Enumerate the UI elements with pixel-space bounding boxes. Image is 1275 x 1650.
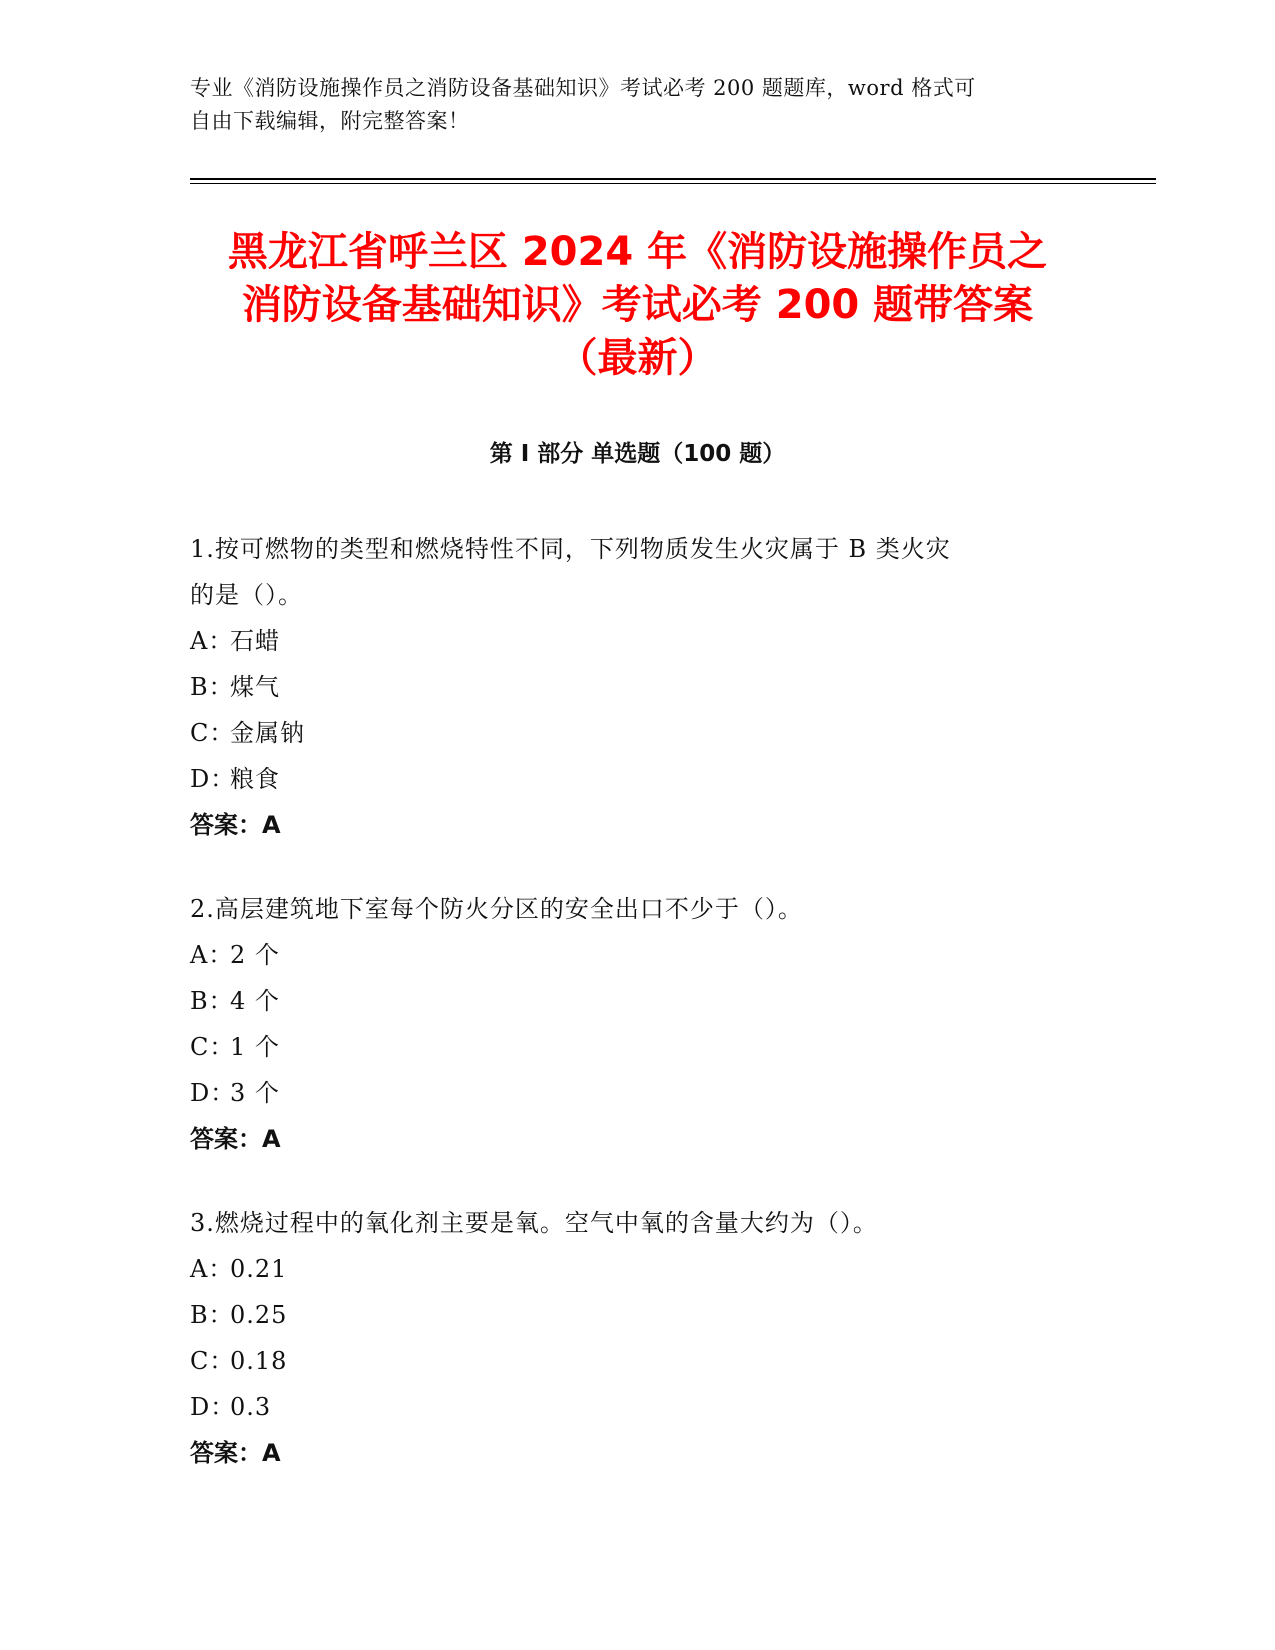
option-text: 1 个 xyxy=(230,1033,280,1061)
option-c xyxy=(190,1024,1070,1070)
option-b xyxy=(190,664,1070,710)
option-label: A： xyxy=(190,627,234,655)
option-c xyxy=(190,710,1070,756)
question-stem-continued: 的是（）。 xyxy=(190,581,303,609)
header-note xyxy=(190,72,1070,138)
answer: 答案：A xyxy=(190,1439,281,1467)
question-3 xyxy=(190,1200,1070,1476)
option-label: A： xyxy=(190,941,234,969)
option-text: 0.21 xyxy=(230,1255,288,1283)
option-label: C： xyxy=(190,1347,235,1375)
option-text: 金属钠 xyxy=(230,719,305,747)
option-label: B： xyxy=(190,987,234,1015)
option-label: C： xyxy=(190,719,235,747)
option-b xyxy=(190,978,1070,1024)
option-text: 煤气 xyxy=(230,673,280,701)
question-2 xyxy=(190,886,1070,1162)
question-list xyxy=(190,526,1070,1514)
option-a xyxy=(190,618,1070,664)
option-label: B： xyxy=(190,1301,234,1329)
option-text: 2 个 xyxy=(230,941,280,969)
option-text: 0.25 xyxy=(230,1301,288,1329)
option-label: D： xyxy=(190,1079,236,1107)
option-text: 4 个 xyxy=(230,987,280,1015)
option-a xyxy=(190,932,1070,978)
title-line-1: 黑龙江省呼兰区 2024 年《消防设施操作员之 xyxy=(227,229,1048,275)
option-c xyxy=(190,1338,1070,1384)
option-text: 粮食 xyxy=(230,765,280,793)
option-d xyxy=(190,1070,1070,1116)
option-label: B： xyxy=(190,673,234,701)
option-label: A： xyxy=(190,1255,234,1283)
option-b xyxy=(190,1292,1070,1338)
option-a xyxy=(190,1246,1070,1292)
header-divider-thick xyxy=(190,178,1156,180)
question-stem: 2.高层建筑地下室每个防火分区的安全出口不少于（）。 xyxy=(190,895,803,923)
title-line-2: 消防设备基础知识》考试必考 200 题带答案 xyxy=(241,282,1034,328)
section-heading: 第 I 部分 单选题（100 题） xyxy=(489,441,786,467)
answer: 答案：A xyxy=(190,1125,281,1153)
option-label: C： xyxy=(190,1033,235,1061)
option-text: 0.3 xyxy=(230,1393,272,1421)
header-note-line-1: 专业《消防设施操作员之消防设备基础知识》考试必考 200 题题库，word 格式可 xyxy=(190,76,976,100)
header-note-line-2: 自由下载编辑，附完整答案！ xyxy=(190,109,470,133)
question-stem: 1.按可燃物的类型和燃烧特性不同，下列物质发生火灾属于 B 类火灾 xyxy=(190,535,951,563)
option-label: D： xyxy=(190,765,236,793)
option-d xyxy=(190,1384,1070,1430)
answer: 答案：A xyxy=(190,811,281,839)
option-label: D： xyxy=(190,1393,236,1421)
option-text: 0.18 xyxy=(230,1347,288,1375)
option-text: 石蜡 xyxy=(230,627,280,655)
document-title xyxy=(150,226,1125,385)
option-text: 3 个 xyxy=(230,1079,280,1107)
header-divider-thin xyxy=(190,183,1156,184)
question-stem: 3.燃烧过程中的氧化剂主要是氧。空气中氧的含量大约为（）。 xyxy=(190,1209,878,1237)
title-line-3: （最新） xyxy=(557,335,718,381)
option-d xyxy=(190,756,1070,802)
question-1 xyxy=(190,526,1070,848)
